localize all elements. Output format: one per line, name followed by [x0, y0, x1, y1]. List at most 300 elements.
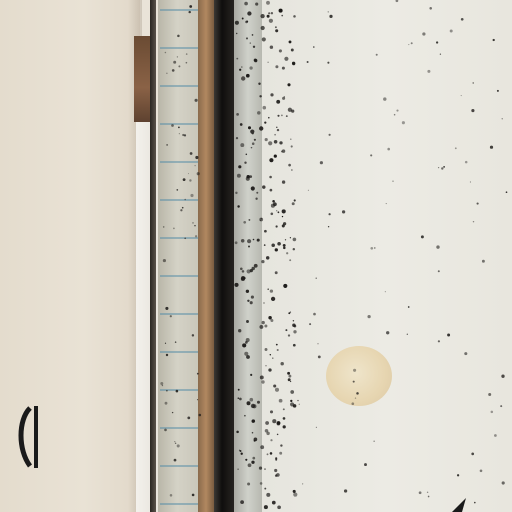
speckle-dot — [427, 492, 428, 493]
speckle-dot — [266, 1, 270, 5]
speckle-dot — [237, 174, 241, 178]
speckle-dot — [177, 56, 178, 57]
speckle-dot — [251, 296, 254, 299]
speckle-dot — [290, 390, 294, 394]
speckle-dot — [246, 175, 249, 178]
speckle-dot — [250, 301, 253, 304]
speckle-dot — [268, 117, 270, 119]
speckle-dot — [183, 178, 186, 181]
speckle-dot — [287, 372, 290, 375]
speckle-dot — [268, 12, 270, 14]
speckle-dot — [386, 203, 387, 204]
speckle-dot — [255, 3, 258, 6]
speckle-dot — [288, 312, 290, 314]
speckle-dot — [272, 419, 276, 423]
speckle-dot — [166, 390, 168, 392]
speckle-dot — [250, 130, 254, 134]
speckle-dot — [188, 11, 190, 13]
speckle-dot — [244, 352, 248, 356]
speckle-dot — [374, 441, 375, 442]
speckle-dot — [192, 494, 195, 497]
speckle-dot — [180, 209, 182, 211]
speckle-dot — [162, 385, 163, 386]
speckle-dot — [235, 21, 239, 25]
speckle-dot — [464, 352, 467, 355]
speckle-dot — [287, 83, 290, 86]
speckle-dot — [241, 277, 245, 281]
speckle-dot — [283, 247, 286, 250]
speckle-dot — [264, 230, 267, 233]
speckle-dot — [239, 69, 241, 71]
speckle-dot — [166, 73, 167, 74]
speckle-dot — [277, 349, 279, 351]
speckle-dot — [247, 11, 251, 15]
speckle-dot — [276, 473, 280, 477]
speckle-dot — [286, 115, 288, 117]
speckle-dot — [282, 149, 286, 153]
speckle-dot — [291, 145, 293, 147]
speckle-dot — [259, 95, 261, 97]
speckle-dot — [270, 452, 273, 455]
speckle-dot — [482, 260, 485, 263]
speckle-dot — [174, 459, 177, 462]
speckle-dot — [328, 226, 329, 227]
speckle-dot — [254, 264, 258, 268]
speckle-dot — [290, 402, 294, 406]
speckle-dot — [291, 109, 294, 112]
speckle-dot — [236, 58, 238, 60]
speckle-dot — [244, 2, 248, 6]
speckle-dot — [259, 466, 262, 469]
speckle-dot — [271, 243, 275, 247]
speckle-dot — [248, 219, 250, 221]
speckle-dot — [254, 139, 256, 141]
speckle-dot — [274, 134, 276, 136]
speckle-dot — [246, 74, 250, 78]
speckle-dot — [242, 270, 245, 273]
speckle-dot — [465, 161, 468, 164]
speckle-dot — [474, 502, 476, 504]
speckle-dot — [292, 202, 295, 205]
speckle-dot — [396, 110, 398, 112]
speckle-dot — [182, 207, 184, 209]
speckle-dot — [370, 154, 372, 156]
speckle-dot — [262, 37, 266, 41]
speckle-dot — [277, 421, 281, 425]
speckle-dot — [245, 459, 247, 461]
speckle-dot — [197, 399, 198, 400]
speckle-dot — [236, 431, 239, 434]
speckle-dot — [266, 493, 270, 497]
speckle-dot — [283, 244, 286, 247]
speckle-dot — [285, 329, 287, 331]
speckle-dot — [250, 374, 252, 376]
speckle-dot — [356, 392, 359, 395]
curved-mark — [21, 406, 36, 468]
speckle-dot — [293, 344, 296, 347]
speckle-dot — [238, 397, 240, 399]
speckle-dot — [177, 444, 180, 447]
speckle-dot — [386, 331, 389, 334]
speckle-dot — [292, 62, 295, 65]
speckle-dot — [328, 213, 330, 215]
speckle-dot — [272, 200, 275, 203]
speckle-dot — [289, 40, 292, 43]
speckle-dot — [188, 173, 189, 174]
speckle-dot — [279, 141, 282, 144]
speckle-dot — [493, 39, 495, 41]
speckle-dot — [244, 162, 246, 164]
speckle-dot — [252, 419, 256, 423]
speckle-dot — [256, 192, 258, 194]
speckle-dot — [192, 222, 194, 224]
speckle-dot — [254, 59, 257, 62]
speckle-dot — [438, 270, 440, 272]
speckle-dot — [271, 204, 275, 208]
speckle-dot — [194, 165, 195, 166]
speckle-dot — [265, 429, 269, 433]
speckle-dot — [374, 247, 375, 248]
speckle-dot — [506, 191, 508, 193]
speckle-dot — [165, 402, 168, 405]
speckle-dot — [238, 165, 241, 168]
speckle-dot — [402, 121, 405, 124]
speckle-dot — [293, 493, 297, 497]
speckle-dot — [270, 410, 273, 413]
speckle-dot — [438, 340, 440, 342]
speckle-dot — [195, 235, 197, 237]
speckle-dot — [197, 373, 199, 375]
speckle-dot — [270, 319, 273, 322]
speckle-dot — [502, 118, 503, 119]
speckle-dot — [276, 344, 278, 346]
speckle-dot — [471, 453, 474, 456]
speckle-dot — [173, 228, 175, 230]
speckle-dot — [186, 53, 188, 55]
speckle-dot — [317, 343, 318, 344]
speckle-dot — [280, 362, 283, 365]
speckle-dot — [275, 26, 277, 28]
speckle-dot — [329, 134, 331, 136]
speckle-dot — [268, 368, 271, 371]
speckle-dot — [259, 325, 263, 329]
speckle-dot — [192, 334, 194, 336]
speckle-dot — [288, 334, 290, 336]
speckle-dot — [282, 224, 285, 227]
speckle-dot — [318, 355, 321, 358]
speckle-dot — [457, 474, 459, 476]
speckle-dot — [236, 113, 239, 116]
speckle-dot — [263, 302, 264, 303]
speckle-dot — [283, 284, 287, 288]
speckle-dot — [252, 34, 254, 36]
speckle-dot — [257, 111, 261, 115]
speckle-dot — [281, 115, 283, 117]
speckle-dot — [275, 65, 278, 68]
speckle-dot — [236, 33, 237, 34]
speckle-dot — [278, 211, 280, 213]
speckle-dot — [501, 375, 504, 378]
speckle-dot — [274, 140, 278, 144]
speckle-dot — [290, 381, 291, 382]
speckle-dot — [166, 144, 168, 146]
speckle-dot — [262, 185, 265, 188]
speckle-dot — [293, 320, 294, 321]
speckle-dot — [293, 248, 295, 250]
speckle-dot — [179, 133, 180, 134]
speckle-dot — [274, 154, 277, 157]
speckle-dot — [195, 156, 198, 159]
speckle-dot — [288, 164, 291, 167]
speckle-dot — [267, 15, 270, 18]
speckle-dot — [245, 21, 248, 24]
speckle-dot — [241, 66, 243, 68]
speckle-dot — [247, 269, 251, 273]
speckle-dot — [197, 172, 200, 175]
speckle-dot — [342, 210, 345, 213]
speckle-dot — [455, 147, 457, 149]
speckle-dot — [246, 154, 248, 156]
speckle-dot — [249, 66, 252, 69]
speckle-dot — [271, 213, 274, 216]
speckle-dot — [313, 46, 315, 48]
speckle-dot — [392, 181, 393, 182]
speckle-dot — [396, 0, 399, 2]
speckle-dot — [394, 114, 396, 116]
speckle-dot — [238, 329, 241, 332]
speckle-dot — [353, 369, 356, 372]
speckle-dot — [376, 54, 378, 56]
speckle-dot — [160, 382, 163, 385]
speckle-dot — [472, 82, 473, 83]
speckle-dot — [238, 389, 240, 391]
speckle-dot — [265, 138, 268, 141]
speckle-dot — [259, 126, 263, 130]
speckle-dot — [316, 427, 317, 428]
speckle-dot — [279, 452, 282, 455]
speckle-dot — [265, 421, 269, 425]
speckle-dot — [172, 69, 175, 72]
speckle-dot — [387, 148, 390, 151]
speckle-dot — [351, 402, 354, 405]
speckle-dot — [254, 438, 258, 442]
speckle-dot — [282, 67, 285, 70]
speckle-dot — [261, 380, 264, 383]
speckle-dot — [260, 14, 264, 18]
speckle-dot — [329, 15, 332, 18]
speckle-dot — [275, 388, 279, 392]
speckle-dot — [320, 161, 323, 164]
speckle-dot — [275, 225, 277, 227]
speckle-dot — [235, 241, 238, 244]
speckle-dot — [271, 12, 273, 14]
speckle-dot — [494, 434, 497, 437]
speckle-dot — [277, 115, 279, 117]
speckle-dot — [291, 169, 292, 170]
speckle-dot — [240, 268, 243, 271]
speckle-dot — [251, 186, 255, 190]
speckle-dot — [248, 126, 251, 129]
speckle-dot — [307, 61, 309, 63]
speckle-dot — [279, 399, 283, 403]
speckle-dot — [283, 417, 286, 420]
speckle-dot — [436, 41, 438, 43]
speckle-dot — [441, 167, 443, 169]
speckle-dot — [308, 190, 309, 191]
speckle-dot — [266, 256, 269, 259]
speckle-dot — [285, 239, 286, 240]
speckle-dot — [264, 244, 266, 246]
speckle-dot — [194, 225, 195, 226]
speckle-dot — [262, 321, 265, 324]
speckle-dot — [408, 306, 410, 308]
speckle-dot — [263, 106, 267, 110]
speckle-dot — [237, 205, 239, 207]
speckle-dot — [248, 463, 252, 467]
speckle-dot — [264, 324, 267, 327]
speckle-dot — [253, 46, 255, 48]
speckle-dot — [422, 32, 425, 35]
speckle-dot — [270, 189, 273, 192]
speckle-dot — [272, 501, 276, 505]
speckle-dot — [176, 189, 178, 191]
speckle-dot — [270, 289, 273, 292]
speckle-dot — [480, 469, 483, 472]
speckle-dot — [246, 37, 248, 39]
speckle-dot — [383, 97, 386, 100]
speckle-dot — [284, 57, 288, 61]
speckle-dot — [246, 290, 249, 293]
speckle-dot — [252, 432, 254, 434]
speckle-dot — [293, 490, 296, 493]
speckle-dot — [276, 100, 280, 104]
speckle-dot — [261, 218, 262, 219]
speckle-dot — [270, 354, 271, 355]
speckle-dot — [290, 237, 291, 238]
speckle-dot — [189, 5, 192, 8]
speckle-dot — [258, 83, 260, 85]
speckle-dot — [247, 239, 251, 243]
speckle-dot — [270, 93, 273, 96]
speckle-dot — [270, 439, 272, 441]
speckle-dot — [172, 412, 173, 413]
speckle-dot — [261, 260, 264, 263]
speckle-dot — [255, 198, 257, 200]
speckle-dot — [246, 338, 250, 342]
speckle-dot — [411, 42, 413, 44]
speckle-dot — [407, 334, 408, 335]
speckle-dot — [260, 375, 264, 379]
speckle-dot — [173, 61, 176, 64]
speckle-dot — [408, 44, 409, 45]
speckle-dot — [279, 9, 283, 13]
speckle-dot — [163, 226, 165, 228]
speckle-dot — [252, 457, 255, 460]
speckle-dot — [293, 238, 297, 242]
speckle-dot — [500, 405, 502, 407]
speckle-dot — [286, 252, 288, 254]
speckle-dot — [240, 123, 243, 126]
speckle-dot — [282, 209, 286, 213]
speckle-dot — [275, 29, 278, 32]
speckle-dot — [316, 278, 317, 279]
speckle-dot — [269, 158, 273, 162]
speckle-dot — [257, 401, 260, 404]
speckle-dot — [165, 52, 167, 54]
speckle-dot — [247, 482, 250, 485]
speckle-dot — [277, 434, 279, 436]
speckle-dot — [170, 494, 173, 497]
speckle-dot — [385, 291, 386, 292]
speckle-dot — [171, 124, 174, 127]
speckle-dot — [246, 320, 249, 323]
speckle-dot — [275, 459, 277, 461]
speckle-dot — [477, 203, 479, 205]
speckle-dot — [284, 96, 285, 97]
speckle-dot — [241, 453, 243, 455]
speckle-dot — [497, 90, 499, 92]
speckle-dot — [250, 398, 254, 402]
speckle-dot — [176, 390, 179, 393]
speckle-dot — [265, 348, 268, 351]
speckle-dot — [428, 496, 430, 498]
speckle-dot — [251, 461, 254, 464]
speckle-dot — [267, 62, 268, 63]
speckle-dot — [251, 267, 255, 271]
speckle-dot — [421, 235, 424, 238]
speckles — [160, 0, 507, 509]
speckle-dot — [367, 315, 370, 318]
speckle-dot — [248, 246, 250, 248]
speckle-dot — [283, 425, 286, 428]
speckle-dot — [293, 15, 296, 18]
speckle-dot — [267, 288, 269, 290]
speckle-dot — [174, 441, 175, 442]
speckle-dot — [178, 126, 180, 128]
speckle-dot — [450, 30, 453, 33]
speckle-dot — [264, 468, 265, 469]
speckle-dot — [443, 166, 445, 168]
speckle-dot — [164, 429, 167, 432]
speckle-dot — [178, 65, 180, 67]
speckle-dot — [289, 259, 291, 261]
speckle-dot — [277, 505, 281, 509]
speckle-dot — [250, 42, 251, 43]
speckle-dot — [281, 15, 283, 17]
speckle-dot — [270, 45, 273, 48]
speckle-dot — [252, 404, 256, 408]
speckle-dot — [461, 95, 462, 96]
speckle-dot — [184, 199, 186, 201]
speckle-dot — [313, 313, 316, 316]
speckle-dot — [461, 18, 464, 21]
speckle-dot — [274, 469, 277, 472]
speckle-dot — [328, 11, 329, 12]
speckle-dot — [264, 121, 266, 123]
speckle-dot — [277, 129, 279, 131]
speckle-dot — [264, 488, 266, 490]
speckle-dot — [275, 248, 278, 251]
speckle-dot — [267, 453, 269, 455]
speckle-dot — [291, 49, 294, 52]
speckle-dot — [290, 138, 291, 139]
speckle-dot — [189, 179, 191, 181]
speckle-dot — [268, 141, 272, 145]
speckle-dot — [244, 415, 246, 417]
speckle-dot — [260, 220, 261, 221]
speckle-dot — [280, 444, 282, 446]
speckle-dot — [490, 146, 493, 149]
